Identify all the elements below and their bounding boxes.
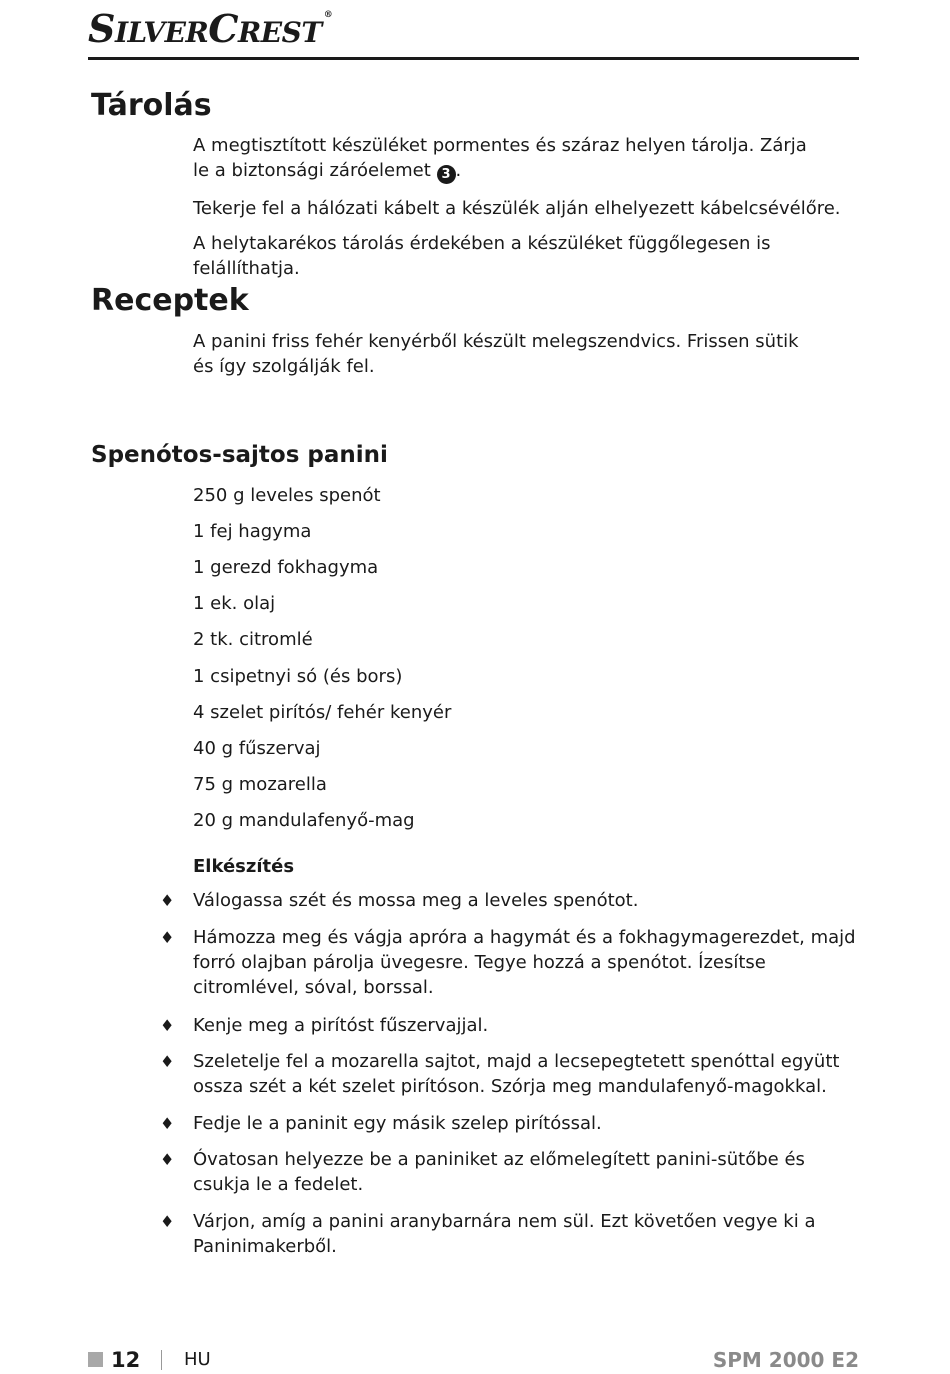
preparation-step: ♦ Szeletelje fel a mozarella sajtot, majd a lecsepegtetett spenóttal együtt ossza szét a két szelet pirítóson. Szórja meg mandulafenyő-magokkal. [160, 1051, 840, 1097]
diamond-bullet-icon: ♦ [160, 1114, 175, 1133]
model-number: SPM 2000 E2 [712, 1348, 859, 1372]
storage-paragraph-1: A megtisztított készüléket pormentes és száraz helyen tárolja. Zárja le a biztonsági záróelemet 3 . [193, 135, 807, 182]
recipes-intro: A panini friss fehér kenyérből készült melegszendvics. Frissen sütik és így szolgálják fel. [193, 331, 799, 377]
language-code: HU [184, 1349, 211, 1370]
recipe-title: Spenótos-sajtos panini [91, 442, 388, 468]
preparation-step: ♦ Fedje le a paninit egy másik szelep pirítóssal. [160, 1113, 602, 1134]
preparation-step: ♦ Várjon, amíg a panini aranybarnára nem sül. Ezt követően vegye ki a Paninimakerből. [160, 1211, 816, 1257]
reference-number-icon: 3 [437, 165, 456, 184]
diamond-bullet-icon: ♦ [160, 928, 175, 947]
preparation-step: ♦ Óvatosan helyezze be a paniniket az előmelegített panini-sütőbe és csukja le a fedelet. [160, 1149, 805, 1195]
preparation-step: ♦ Kenje meg a pirítóst fűszervajjal. [160, 1015, 489, 1036]
header-rule [88, 57, 859, 60]
diamond-bullet-icon: ♦ [160, 1016, 175, 1035]
ingredient-item: 1 fej hagyma [193, 521, 312, 542]
diamond-bullet-icon: ♦ [160, 1052, 175, 1071]
footer-divider [161, 1350, 162, 1370]
page-number: 12 [111, 1348, 141, 1372]
ingredient-item: 1 csipetnyi só (és bors) [193, 666, 403, 687]
ingredient-item: 75 g mozarella [193, 774, 327, 795]
diamond-bullet-icon: ♦ [160, 1150, 175, 1169]
preparation-step: ♦ Válogassa szét és mossa meg a leveles spenótot. [160, 890, 639, 911]
preparation-heading: Elkészítés [193, 856, 295, 877]
preparation-step: ♦ Hámozza meg és vágja apróra a hagymát és a fokhagymagerezdet, majd forró olajban párolja üvegesre. Tegye hozzá a spenótot. Ízesítse citromlével, sóval, borssal. [160, 927, 856, 998]
ingredient-item: 250 g leveles spenót [193, 485, 381, 506]
ingredient-item: 1 ek. olaj [193, 593, 276, 614]
diamond-bullet-icon: ♦ [160, 891, 175, 910]
ingredient-item: 1 gerezd fokhagyma [193, 557, 379, 578]
brand-logo: SILVERCREST® [88, 6, 333, 51]
ingredient-item: 40 g fűszervaj [193, 738, 321, 759]
diamond-bullet-icon: ♦ [160, 1212, 175, 1231]
ingredient-item: 4 szelet pirítós/ fehér kenyér [193, 702, 452, 723]
storage-paragraph-3: A helytakarékos tárolás érdekében a készüléket függőlegesen is felállíthatja. [193, 233, 771, 279]
storage-heading: Tárolás [91, 88, 212, 123]
ingredient-item: 20 g mandulafenyő-mag [193, 810, 415, 831]
storage-paragraph-2: Tekerje fel a hálózati kábelt a készülék alján elhelyezett kábelcsévélőre. [193, 198, 841, 219]
page-marker-square [88, 1352, 103, 1367]
ingredient-item: 2 tk. citromlé [193, 629, 313, 650]
recipes-heading: Receptek [91, 283, 249, 318]
